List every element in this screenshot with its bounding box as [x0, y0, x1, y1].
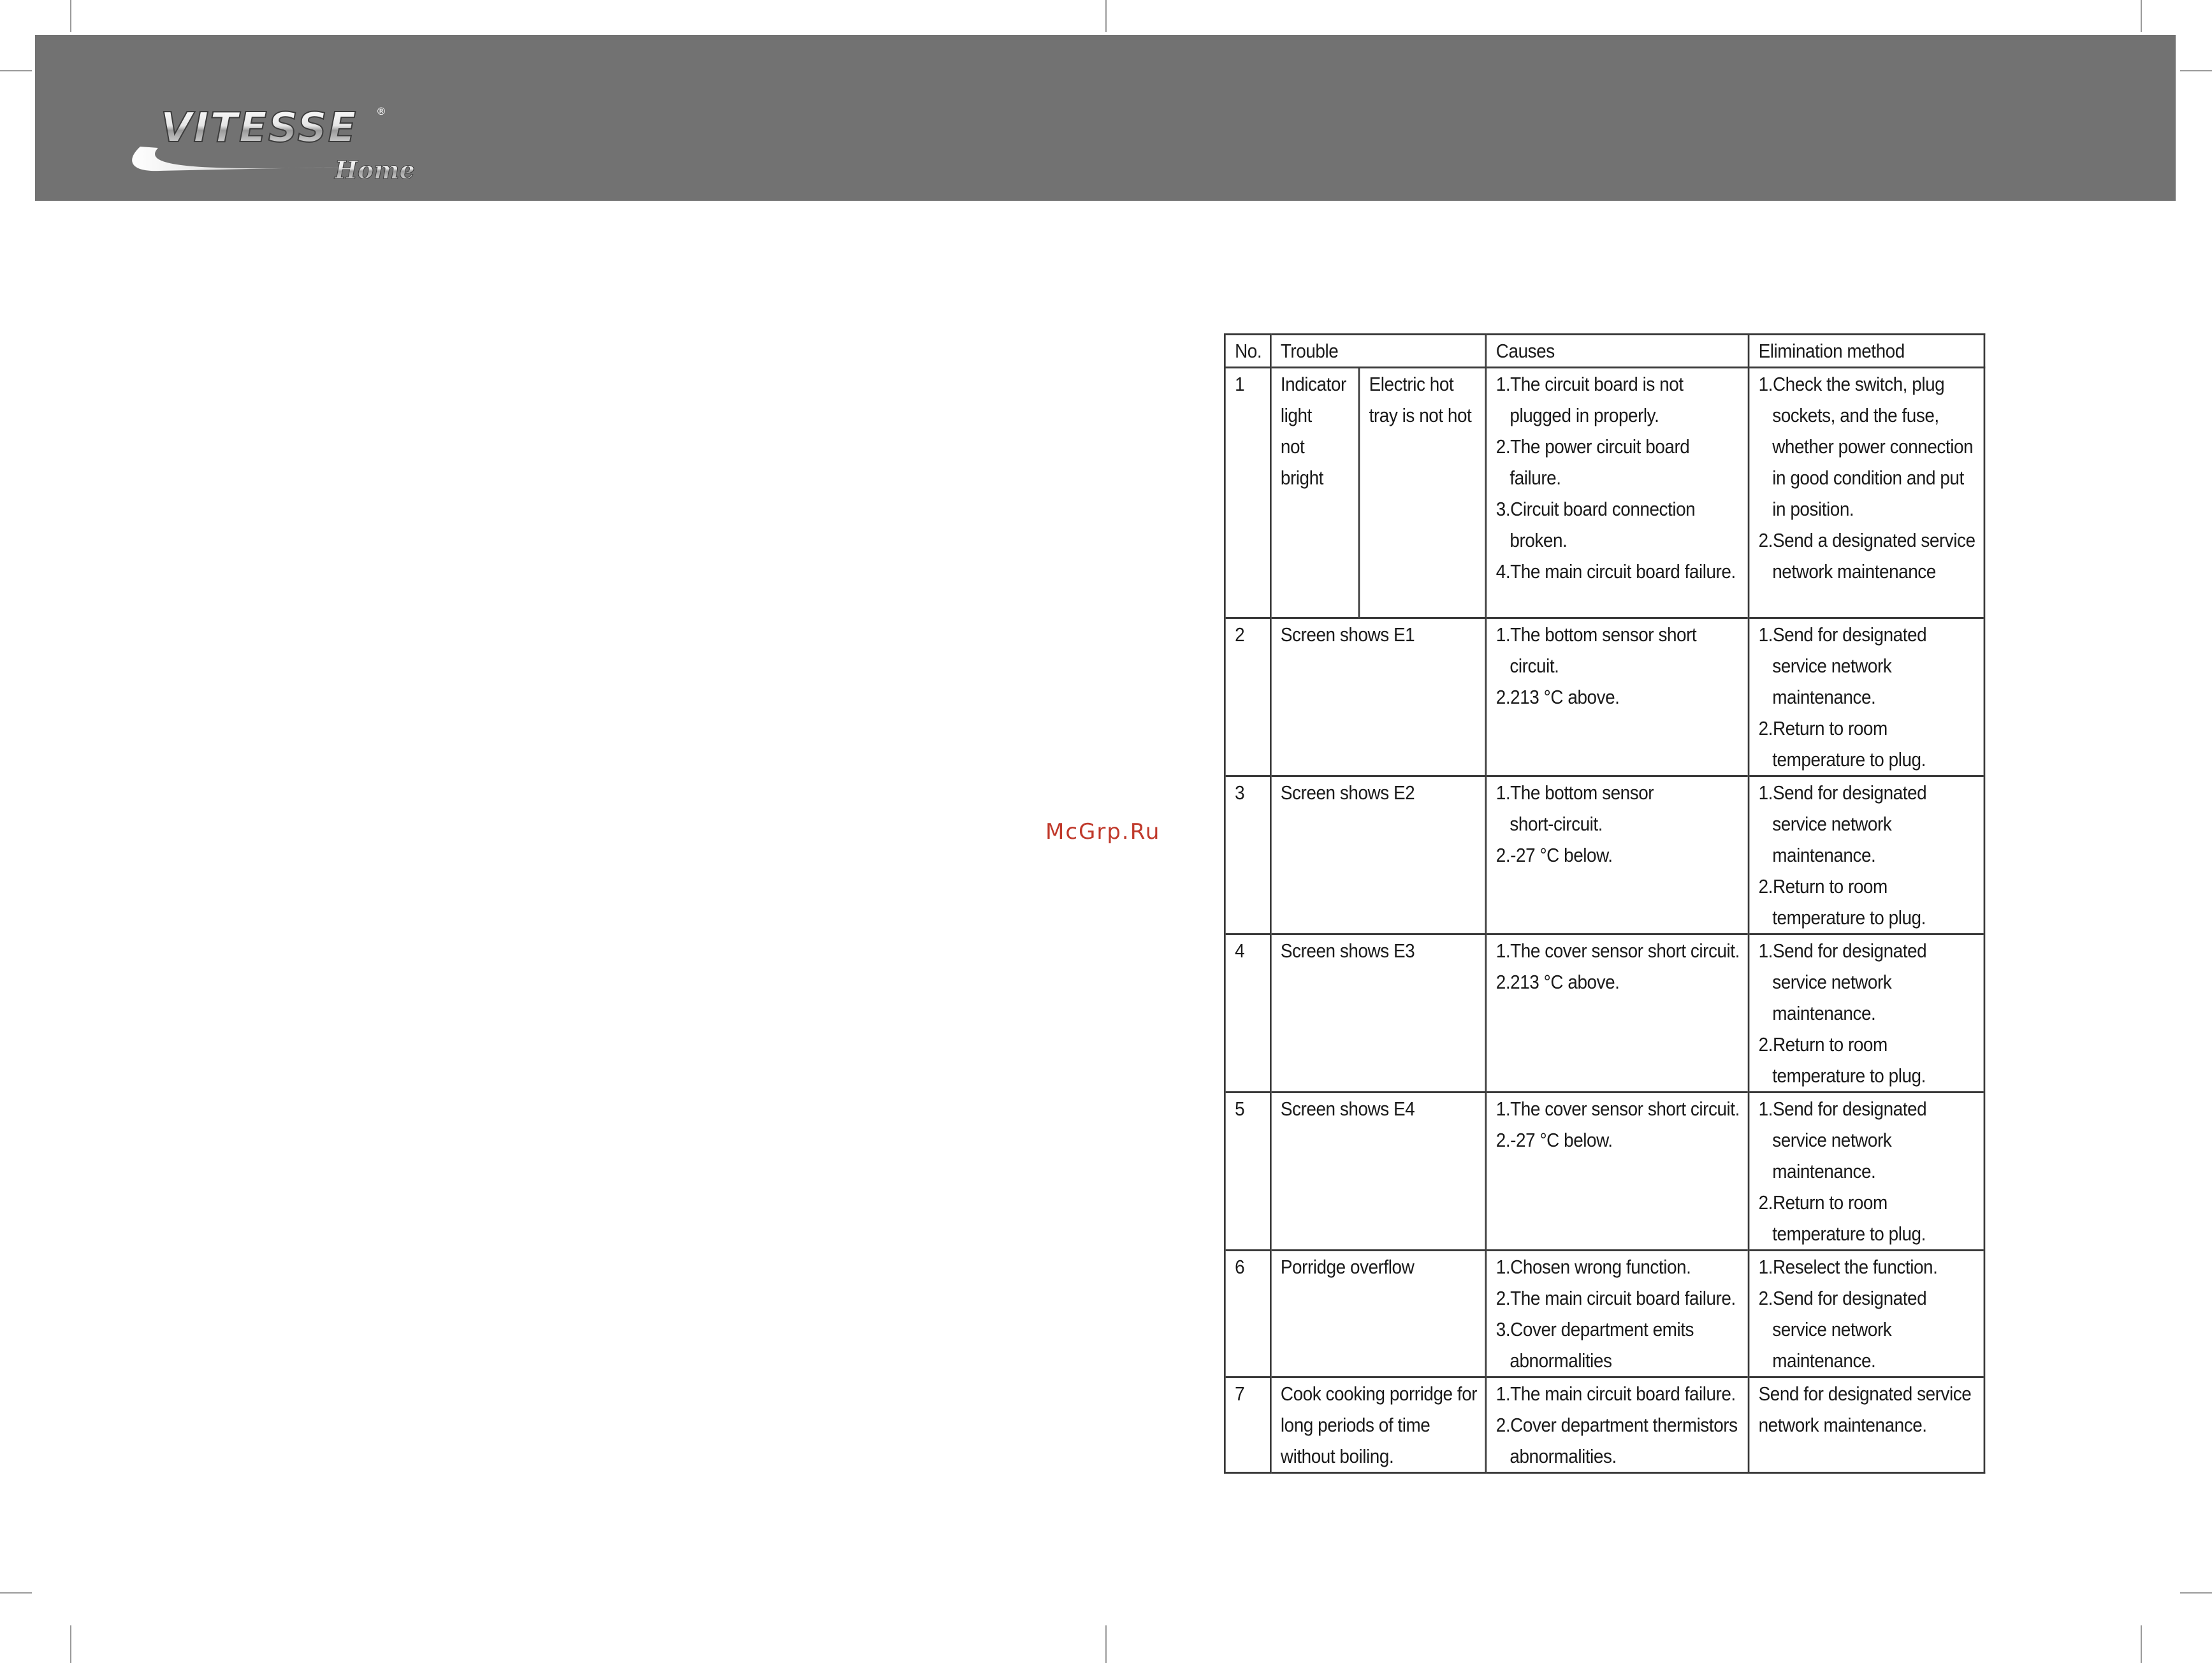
cell-line: light: [1280, 404, 1312, 426]
cell-line: 2.Return to room: [1758, 1191, 1888, 1214]
cell-line: temperature to plug.: [1772, 906, 1926, 929]
table-row: [1225, 368, 1984, 618]
crop-mark: [1105, 0, 1107, 32]
cell-elimination: [1749, 1093, 1984, 1251]
cell-line: in position.: [1772, 498, 1854, 520]
cell-line: 2.Return to room: [1758, 1033, 1888, 1056]
cell-causes: [1486, 1377, 1749, 1473]
crop-mark: [0, 1592, 32, 1594]
cell-line: service network: [1772, 1129, 1892, 1151]
cell-line: abnormalities.: [1510, 1445, 1617, 1467]
table-row: [1225, 934, 1984, 1093]
cell-line: network maintenance: [1772, 560, 1936, 583]
table-row: [1225, 1377, 1984, 1473]
cell-line: maintenance.: [1772, 686, 1876, 708]
cell-trouble: [1270, 618, 1486, 776]
cell-line: 2.Send a designated service: [1758, 529, 1976, 551]
cell-line: Screen shows E3: [1280, 940, 1415, 962]
cell-line: 1.The main circuit board failure.: [1495, 1383, 1736, 1405]
cell-causes: [1486, 934, 1749, 1093]
header-no: No.: [1225, 335, 1270, 368]
crop-mark: [70, 0, 71, 32]
cell-line: 1.Send for designated: [1758, 623, 1927, 646]
cell-line: maintenance.: [1772, 1002, 1876, 1024]
cell-line: service network: [1772, 1318, 1892, 1340]
cell-line: 2.The main circuit board failure.: [1495, 1287, 1736, 1309]
cell-trouble: [1270, 776, 1486, 934]
cell-line: 2.Send for designated: [1758, 1287, 1927, 1309]
cell-line: 2.Cover department thermistors: [1495, 1414, 1738, 1436]
cell-line: 2.Return to room: [1758, 875, 1888, 897]
cell-line: network maintenance.: [1758, 1414, 1927, 1436]
cell-line: 1.Send for designated: [1758, 940, 1927, 962]
cell-line: temperature to plug.: [1772, 1223, 1926, 1245]
cell-line: bright: [1280, 467, 1323, 489]
cell-elimination: [1749, 1377, 1984, 1473]
troubleshooting-table: [1224, 333, 1985, 1474]
cell-line: temperature to plug.: [1772, 1064, 1926, 1087]
cell-elimination: [1749, 368, 1984, 618]
cell-line: service network: [1772, 813, 1892, 835]
crop-mark: [1105, 1625, 1107, 1663]
cell-trouble: [1270, 1093, 1486, 1251]
table-header-row: [1225, 335, 1984, 368]
cell-line: sockets, and the fuse,: [1772, 404, 1939, 426]
cell-line: temperature to plug.: [1772, 748, 1926, 771]
cell-elimination: [1749, 776, 1984, 934]
cell-causes: [1486, 776, 1749, 934]
svg-text:VITESSE: VITESSE: [161, 105, 358, 152]
cell-no: 1: [1225, 368, 1270, 618]
cell-line: long periods of time: [1280, 1414, 1430, 1436]
cell-line: 1.The cover sensor short circuit.: [1495, 940, 1740, 962]
cell-line: circuit.: [1510, 655, 1559, 677]
cell-line: maintenance.: [1772, 844, 1876, 866]
cell-line: 2.213 °C above.: [1495, 686, 1620, 708]
cell-no: 3: [1225, 776, 1270, 934]
cell-line: 1.Send for designated: [1758, 781, 1927, 804]
cell-line: whether power connection: [1772, 435, 1974, 458]
cell-line: 4.The main circuit board failure.: [1495, 560, 1736, 583]
crop-mark: [0, 70, 32, 71]
crop-mark: [70, 1625, 71, 1663]
cell-line: maintenance.: [1772, 1349, 1876, 1372]
cell-elimination: [1749, 1251, 1984, 1377]
header-trouble: Trouble: [1270, 335, 1486, 368]
cell-no: 7: [1225, 1377, 1270, 1473]
cell-line: plugged in properly.: [1510, 404, 1659, 426]
crop-mark: [2141, 0, 2142, 32]
cell-line: Cook cooking porridge for: [1280, 1383, 1478, 1405]
header-causes: Causes: [1486, 335, 1749, 368]
cell-line: 1.The bottom sensor: [1495, 781, 1654, 804]
cell-line: tray is not hot: [1369, 404, 1472, 426]
cell-line: 1.The cover sensor short circuit.: [1495, 1098, 1740, 1120]
cell-line: without boiling.: [1280, 1445, 1394, 1467]
cell-causes: [1486, 1251, 1749, 1377]
crop-mark: [2180, 70, 2212, 71]
table-body: [1225, 368, 1984, 1473]
cell-line: 2.The power circuit board: [1495, 435, 1690, 458]
cell-line: 1.Chosen wrong function.: [1495, 1256, 1691, 1278]
cell-line: maintenance.: [1772, 1160, 1876, 1182]
cell-line: 1.Send for designated: [1758, 1098, 1927, 1120]
cell-elimination: [1749, 934, 1984, 1093]
cell-trouble: [1270, 934, 1486, 1093]
cell-line: Porridge overflow: [1280, 1256, 1415, 1278]
watermark: McGrp.Ru: [1045, 819, 1161, 845]
svg-text:®: ®: [376, 105, 386, 117]
cell-line: service network: [1772, 655, 1892, 677]
cell-elimination: [1749, 618, 1984, 776]
cell-line: Screen shows E1: [1280, 623, 1415, 646]
cell-line: in good condition and put: [1772, 467, 1964, 489]
cell-trouble-indicator: [1270, 368, 1359, 618]
cell-line: broken.: [1510, 529, 1568, 551]
cell-no: 4: [1225, 934, 1270, 1093]
cell-causes: [1486, 1093, 1749, 1251]
cell-line: 2.-27 °C below.: [1495, 844, 1613, 866]
cell-line: Send for designated service: [1758, 1383, 1972, 1405]
brand-logo: [121, 96, 427, 191]
cell-line: 1.The bottom sensor short: [1495, 623, 1697, 646]
cell-line: not: [1280, 435, 1305, 458]
crop-mark: [2141, 1625, 2142, 1663]
cell-line: Screen shows E2: [1280, 781, 1415, 804]
cell-line: 2.-27 °C below.: [1495, 1129, 1613, 1151]
cell-line: 3.Circuit board connection: [1495, 498, 1696, 520]
table-row: [1225, 776, 1984, 934]
cell-line: 3.Cover department emits: [1495, 1318, 1694, 1340]
cell-trouble: [1270, 1251, 1486, 1377]
cell-line: 1.Check the switch, plug: [1758, 373, 1945, 395]
cell-line: service network: [1772, 971, 1892, 993]
cell-no: 5: [1225, 1093, 1270, 1251]
cell-line: 2.Return to room: [1758, 717, 1888, 739]
cell-no: 2: [1225, 618, 1270, 776]
table-row: [1225, 1093, 1984, 1251]
cell-line: Indicator: [1280, 373, 1346, 395]
table-row: [1225, 618, 1984, 776]
table-row: [1225, 1251, 1984, 1377]
cell-line: 1.The circuit board is not: [1495, 373, 1684, 395]
cell-line: abnormalities: [1510, 1349, 1612, 1372]
cell-no: 6: [1225, 1251, 1270, 1377]
cell-line: Electric hot: [1369, 373, 1454, 395]
cell-line: Screen shows E4: [1280, 1098, 1415, 1120]
svg-text:Home: Home: [335, 156, 415, 184]
header-elimination: Elimination method: [1749, 335, 1984, 368]
cell-line: 2.213 °C above.: [1495, 971, 1620, 993]
cell-trouble-symptom: [1359, 368, 1486, 618]
cell-causes: [1486, 368, 1749, 618]
cell-line: failure.: [1510, 467, 1561, 489]
cell-trouble: [1270, 1377, 1486, 1473]
vitesse-logo-icon: [121, 96, 427, 191]
cell-causes: [1486, 618, 1749, 776]
cell-line: short-circuit.: [1510, 813, 1603, 835]
crop-mark: [2180, 1592, 2212, 1594]
cell-line: 1.Reselect the function.: [1758, 1256, 1938, 1278]
